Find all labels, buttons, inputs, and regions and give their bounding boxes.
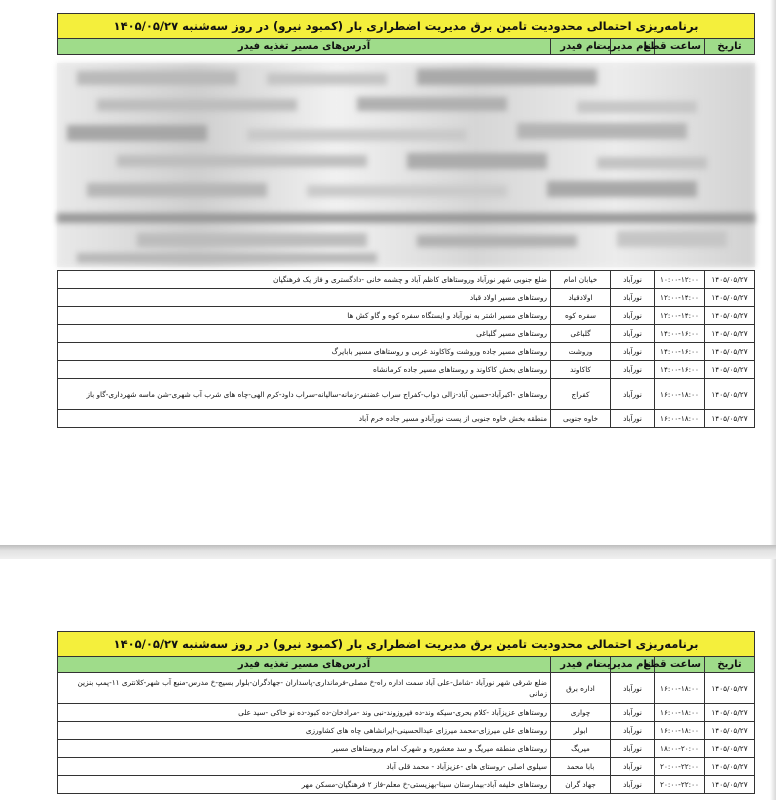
cell-management: نورآباد bbox=[611, 271, 655, 289]
header-time: ساعت قطع bbox=[655, 657, 705, 673]
cell-management: نورآباد bbox=[611, 361, 655, 379]
cell-address: ضلع جنوبی شهر نورآباد وروستاهای کاظم آباد و چشمه خانی -دادگستری و فاز یک فرهنگیان bbox=[58, 271, 551, 289]
cell-time: ۱۶:۰۰-۱۸:۰۰ bbox=[655, 410, 705, 428]
cell-feeder: خیابان امام bbox=[551, 271, 611, 289]
table-header-row bbox=[58, 39, 755, 55]
cell-time: ۱۸:۰۰-۲۰:۰۰ bbox=[655, 740, 705, 758]
cell-feeder: ابولر bbox=[551, 722, 611, 740]
cell-date: ۱۴۰۵/۰۵/۲۷ bbox=[705, 307, 755, 325]
cell-address: منطقه بخش خاوه جنوبی از پست نورآبادو مسیر جاده خرم آباد bbox=[58, 410, 551, 428]
cell-address: روستاهای منطقه میریگ و سد معشوره و شهرک امام وروستاهای مسیر bbox=[58, 740, 551, 758]
cell-date: ۱۴۰۵/۰۵/۲۷ bbox=[705, 776, 755, 794]
header-feeder: نام فیدر bbox=[551, 39, 611, 55]
cell-date: ۱۴۰۵/۰۵/۲۷ bbox=[705, 343, 755, 361]
cell-management: نورآباد bbox=[611, 289, 655, 307]
cell-feeder: کفراج bbox=[551, 379, 611, 410]
header-date: تاریخ bbox=[705, 657, 755, 673]
cell-date: ۱۴۰۵/۰۵/۲۷ bbox=[705, 410, 755, 428]
cell-address: روستاهای علی میرزای-محمد میرزای عبدالحسینی-ایرانشاهی چاه های کشاورزی bbox=[58, 722, 551, 740]
table-row bbox=[58, 740, 755, 758]
cell-address: روستاهای بخش کاکاوند و روستاهای مسیر جاده کرمانشاه bbox=[58, 361, 551, 379]
table-row bbox=[58, 289, 755, 307]
cell-time: ۱۶:۰۰-۱۸:۰۰ bbox=[655, 704, 705, 722]
table-title-row bbox=[58, 14, 755, 39]
schedule-table-page-2 bbox=[57, 631, 755, 794]
cell-time: ۲۰:۰۰-۲۲:۰۰ bbox=[655, 758, 705, 776]
cell-time: ۱۰:۰۰-۱۲:۰۰ bbox=[655, 271, 705, 289]
cell-address: روستاهای مسیر جاده وروشت وکاکاوند غربی و روستاهای مسیر بابایرگ bbox=[58, 343, 551, 361]
cell-date: ۱۴۰۵/۰۵/۲۷ bbox=[705, 361, 755, 379]
cell-feeder: اولادقباد bbox=[551, 289, 611, 307]
cell-time: ۲۰:۰۰-۲۲:۰۰ bbox=[655, 776, 705, 794]
table-row bbox=[58, 673, 755, 704]
cell-address: روستاهای خلیفه آباد-بیمارستان سینا-بهزیستی-خ معلم-فاز ۲ فرهنگیان-مسکن مهر bbox=[58, 776, 551, 794]
cell-management: نورآباد bbox=[611, 758, 655, 776]
cell-address: ضلع شرقی شهر نورآباد -شامل-علی آباد سمت اداره راه-خ مصلی-فرمانداری-پاسداران -جهادگران-بلوار بسیج-خ مدرس-منبع آب شهر-کلانتری ۱۱-پمپ بنزین زمانی bbox=[58, 673, 551, 704]
table-row bbox=[58, 758, 755, 776]
table-header-row bbox=[58, 657, 755, 673]
table-row bbox=[58, 722, 755, 740]
header-address: آدرس‌های مسیر تغذیه فیدر bbox=[58, 39, 551, 55]
table-row bbox=[58, 271, 755, 289]
table-row bbox=[58, 307, 755, 325]
cell-time: ۱۲:۰۰-۱۴:۰۰ bbox=[655, 289, 705, 307]
cell-date: ۱۴۰۵/۰۵/۲۷ bbox=[705, 379, 755, 410]
cell-feeder: گلباغی bbox=[551, 325, 611, 343]
table-row bbox=[58, 325, 755, 343]
cell-time: ۱۶:۰۰-۱۸:۰۰ bbox=[655, 673, 705, 704]
cell-address: روستاهای مسیر گلباغی bbox=[58, 325, 551, 343]
cell-feeder: اداره برق bbox=[551, 673, 611, 704]
cell-management: نورآباد bbox=[611, 410, 655, 428]
header-management: نام مدیریت bbox=[611, 657, 655, 673]
cell-time: ۱۴:۰۰-۱۶:۰۰ bbox=[655, 343, 705, 361]
cell-time: ۱۴:۰۰-۱۶:۰۰ bbox=[655, 361, 705, 379]
cell-feeder: وروشت bbox=[551, 343, 611, 361]
table-row bbox=[58, 379, 755, 410]
cell-time: ۱۴:۰۰-۱۶:۰۰ bbox=[655, 325, 705, 343]
redacted-region bbox=[57, 63, 755, 267]
header-feeder: نام فیدر bbox=[551, 657, 611, 673]
cell-date: ۱۴۰۵/۰۵/۲۷ bbox=[705, 325, 755, 343]
cell-feeder: سفره کوه bbox=[551, 307, 611, 325]
cell-management: نورآباد bbox=[611, 704, 655, 722]
cell-address: روستاهای مسیر اشتر به نورآباد و ایستگاه سفره کوه و گاو کش ها bbox=[58, 307, 551, 325]
page-edge-shadow bbox=[770, 0, 776, 545]
cell-time: ۱۶:۰۰-۱۸:۰۰ bbox=[655, 722, 705, 740]
cell-management: نورآباد bbox=[611, 776, 655, 794]
schedule-table-page-1 bbox=[57, 13, 755, 55]
cell-management: نورآباد bbox=[611, 325, 655, 343]
cell-management: نورآباد bbox=[611, 343, 655, 361]
cell-management: نورآباد bbox=[611, 307, 655, 325]
cell-date: ۱۴۰۵/۰۵/۲۷ bbox=[705, 722, 755, 740]
table-title-row bbox=[58, 632, 755, 657]
cell-feeder: جهاد گران bbox=[551, 776, 611, 794]
header-time: ساعت قطع bbox=[655, 39, 705, 55]
cell-management: نورآباد bbox=[611, 673, 655, 704]
cell-address: روستاهای عزیزآباد -کلام بحری-سیکه وند-ده فیروزوند-نبی وند -مرادخان-ده کبود-ده نو خاکی -سید علی bbox=[58, 704, 551, 722]
cell-management: نورآباد bbox=[611, 740, 655, 758]
cell-date: ۱۴۰۵/۰۵/۲۷ bbox=[705, 289, 755, 307]
schedule-rows-page-1 bbox=[57, 270, 755, 428]
cell-feeder: چواری bbox=[551, 704, 611, 722]
cell-management: نورآباد bbox=[611, 722, 655, 740]
cell-address: روستاهای مسیر اولاد قباد bbox=[58, 289, 551, 307]
cell-address: سیلوی اصلی -روستای های -عزیزآباد - محمد قلی آباد bbox=[58, 758, 551, 776]
table-row bbox=[58, 410, 755, 428]
page-edge-shadow bbox=[770, 559, 776, 800]
cell-feeder: بابا محمد bbox=[551, 758, 611, 776]
cell-time: ۱۶:۰۰-۱۸:۰۰ bbox=[655, 379, 705, 410]
table-row bbox=[58, 704, 755, 722]
cell-address: روستاهای -اکبرآباد-حسین آباد-زالی دواب-کفراج سراب غضنفر-زمانه-سالیانه-سراب داود-کرم الهی-چاه های شرب آب شهری-شن ماسه شهرداری-گاو باز bbox=[58, 379, 551, 410]
table-title: برنامه‌ریزی احتمالی محدودیت تامین برق مدیریت اضطراری بار (کمبود نیرو) در روز سه‌شنبه ۱۴۰۵/۰۵/۲۷ bbox=[58, 14, 755, 39]
table-row bbox=[58, 343, 755, 361]
cell-feeder: خاوه جنوبی bbox=[551, 410, 611, 428]
cell-feeder: میریگ bbox=[551, 740, 611, 758]
cell-feeder: کاکاوند bbox=[551, 361, 611, 379]
cell-date: ۱۴۰۵/۰۵/۲۷ bbox=[705, 740, 755, 758]
table-row bbox=[58, 776, 755, 794]
cell-date: ۱۴۰۵/۰۵/۲۷ bbox=[705, 271, 755, 289]
header-address: آدرس‌های مسیر تغذیه فیدر bbox=[58, 657, 551, 673]
cell-date: ۱۴۰۵/۰۵/۲۷ bbox=[705, 704, 755, 722]
header-date: تاریخ bbox=[705, 39, 755, 55]
cell-date: ۱۴۰۵/۰۵/۲۷ bbox=[705, 758, 755, 776]
cell-date: ۱۴۰۵/۰۵/۲۷ bbox=[705, 673, 755, 704]
cell-management: نورآباد bbox=[611, 379, 655, 410]
table-row bbox=[58, 361, 755, 379]
header-management: نام مدیریت bbox=[611, 39, 655, 55]
document-page-2 bbox=[0, 559, 776, 800]
page-separator bbox=[0, 545, 776, 559]
cell-time: ۱۲:۰۰-۱۴:۰۰ bbox=[655, 307, 705, 325]
table-title: برنامه‌ریزی احتمالی محدودیت تامین برق مدیریت اضطراری بار (کمبود نیرو) در روز سه‌شنبه ۱۴۰۵/۰۵/۲۷ bbox=[58, 632, 755, 657]
